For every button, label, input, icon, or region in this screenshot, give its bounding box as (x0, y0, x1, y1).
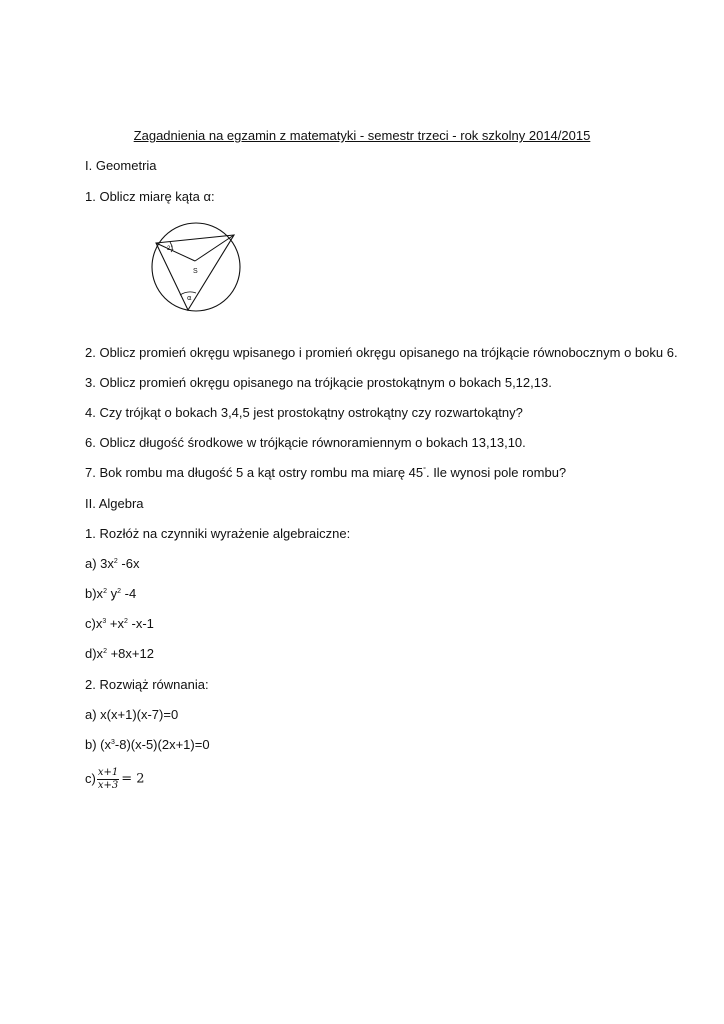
expr-b-part: y (106, 586, 118, 601)
question-7-text-2: . Ile wynosi pole rombu? (425, 465, 567, 480)
fraction-denominator: x+3 (97, 780, 119, 792)
equation-c (85, 768, 145, 791)
question-2: 2. Oblicz promień okręgu wpisanego i promień okręgu opisanego na trójkącie równobocznym o boku 6. (85, 345, 678, 360)
algebra-question-2: 2. Rozwiąż równania: (85, 677, 209, 692)
exponent: 2 (113, 558, 118, 565)
question-6: 6. Oblicz długość środkowe w trójkącie równoramiennym o bokach 13,13,10. (85, 435, 526, 450)
expr-c-part: c)x (85, 616, 103, 631)
question-3: 3. Oblicz promień okręgu opisanego na trójkącie prostokątnym o bokach 5,12,13. (85, 375, 552, 390)
eq-b-part: -8)(x-5)(2x+1)=0 (114, 737, 210, 752)
question-4: 4. Czy trójkąt o bokach 3,4,5 jest prostokątny ostrokątny czy rozwartokątny? (85, 405, 523, 420)
expr-c-part: -x-1 (127, 616, 154, 631)
exponent: 2 (117, 588, 121, 595)
angle-label-21: 21 (167, 246, 174, 252)
expression-b (85, 586, 136, 602)
expression-c (85, 616, 154, 632)
radius-segment-1 (156, 243, 195, 261)
equation-a: a) x(x+1)(x-7)=0 (85, 707, 179, 722)
exponent: 3 (102, 618, 107, 625)
expression-d (85, 646, 154, 662)
exponent: 2 (103, 588, 107, 595)
section-heading-geometry: I. Geometria (85, 158, 157, 173)
question-7 (85, 465, 566, 481)
expr-d-part: d)x (85, 646, 104, 661)
eq-b-part: b) (x (85, 737, 111, 752)
eq-c-label: c) (85, 771, 96, 786)
question-7-text-1: 7. Bok rombu ma długość 5 a kąt ostry rombu ma miarę 45 (85, 465, 424, 480)
expr-a-part: a) 3x (85, 556, 114, 571)
alpha-label: α (187, 294, 192, 302)
question-1-angle: 1. Oblicz miarę kąta α: (85, 189, 215, 204)
expr-b-part: b)x (85, 586, 104, 601)
eq-c-rhs: = 2 (121, 771, 145, 787)
expr-b-part: -4 (121, 586, 137, 601)
section-heading-algebra: II. Algebra (85, 496, 144, 511)
page-title: Zagadnienia na egzamin z matematyki - semestr trzeci - rok szkolny 2014/2015 (133, 128, 591, 143)
fraction (97, 768, 119, 791)
degree-sign: ° (423, 467, 426, 474)
exponent: 2 (103, 648, 107, 655)
center-label-s: S (193, 268, 198, 275)
algebra-question-1: 1. Rozłóż na czynniki wyrażenie algebraiczne: (85, 526, 351, 541)
expression-a (85, 556, 139, 572)
expr-d-part: +8x+12 (106, 646, 154, 661)
fraction-numerator: x+1 (97, 767, 119, 779)
exponent: 2 (123, 618, 128, 625)
exponent: 3 (111, 739, 115, 746)
circle-triangle-figure (148, 221, 248, 313)
expr-a-part: -6x (117, 556, 140, 571)
equation-b (85, 737, 210, 753)
expr-c-part: +x (106, 616, 124, 631)
